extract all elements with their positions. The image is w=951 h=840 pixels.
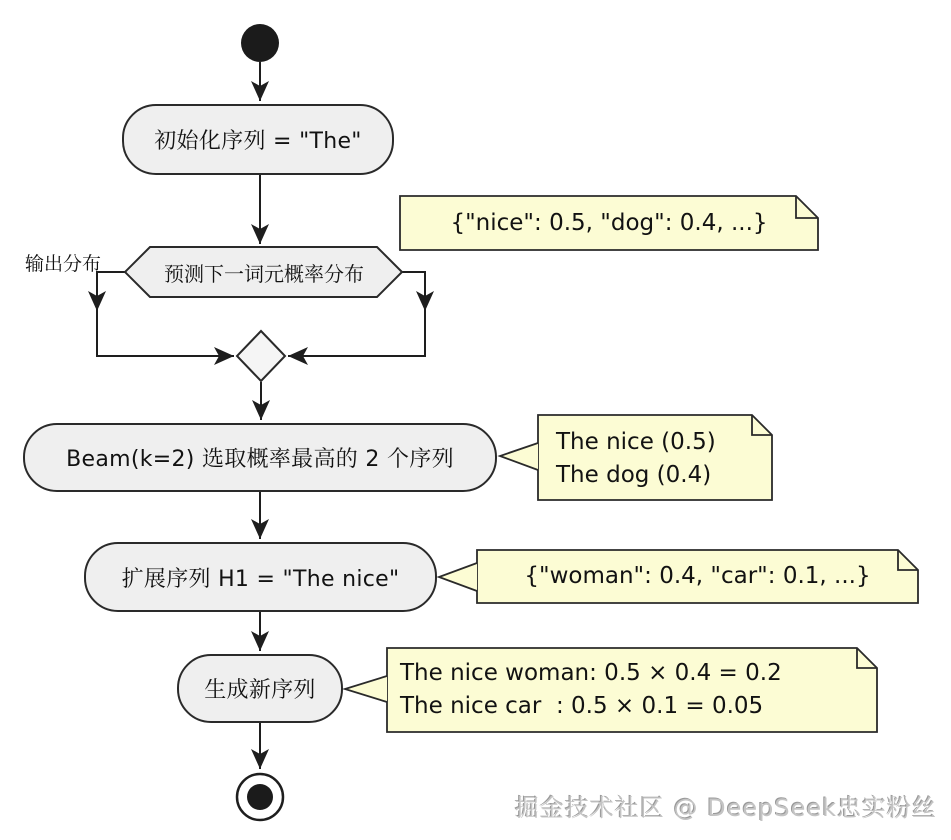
start-node bbox=[241, 24, 279, 62]
init-activity-label: 初始化序列 = "The" bbox=[154, 129, 362, 154]
generate-activity bbox=[177, 654, 343, 723]
note-beam-candidates-connector bbox=[500, 443, 538, 470]
predict-hexagon-label: 预测下一词元概率分布 bbox=[164, 261, 364, 286]
note-token-distribution-1: {"nice": 0.5, "dog": 0.4, ...} bbox=[450, 209, 768, 236]
expand-activity bbox=[84, 542, 437, 612]
expand-activity-label: 扩展序列 H1 = "The nice" bbox=[121, 566, 400, 592]
note-new-sequences-connector bbox=[345, 676, 387, 702]
watermark: 掘金技术社区 @ DeepSeek忠实粉丝 bbox=[514, 794, 937, 822]
note-token-distribution-2-connector bbox=[439, 563, 477, 591]
beam-activity bbox=[23, 423, 497, 492]
note-beam-candidates: The nice (0.5) The dog (0.4) bbox=[556, 428, 716, 488]
note-new-sequences: The nice woman: 0.5 × 0.4 = 0.2 The nice car : 0.5 × 0.1 = 0.05 bbox=[400, 660, 782, 719]
note-token-distribution-2: {"woman": 0.4, "car": 0.1, ...} bbox=[524, 563, 871, 589]
branch-label: 输出分布 bbox=[25, 253, 102, 275]
end-node-inner bbox=[247, 784, 273, 810]
generate-activity-label: 生成新序列 bbox=[204, 678, 316, 703]
merge-diamond bbox=[237, 331, 285, 381]
init-activity bbox=[122, 104, 394, 175]
beam-activity-label: Beam(k=2) 选取概率最高的 2 个序列 bbox=[66, 447, 454, 472]
